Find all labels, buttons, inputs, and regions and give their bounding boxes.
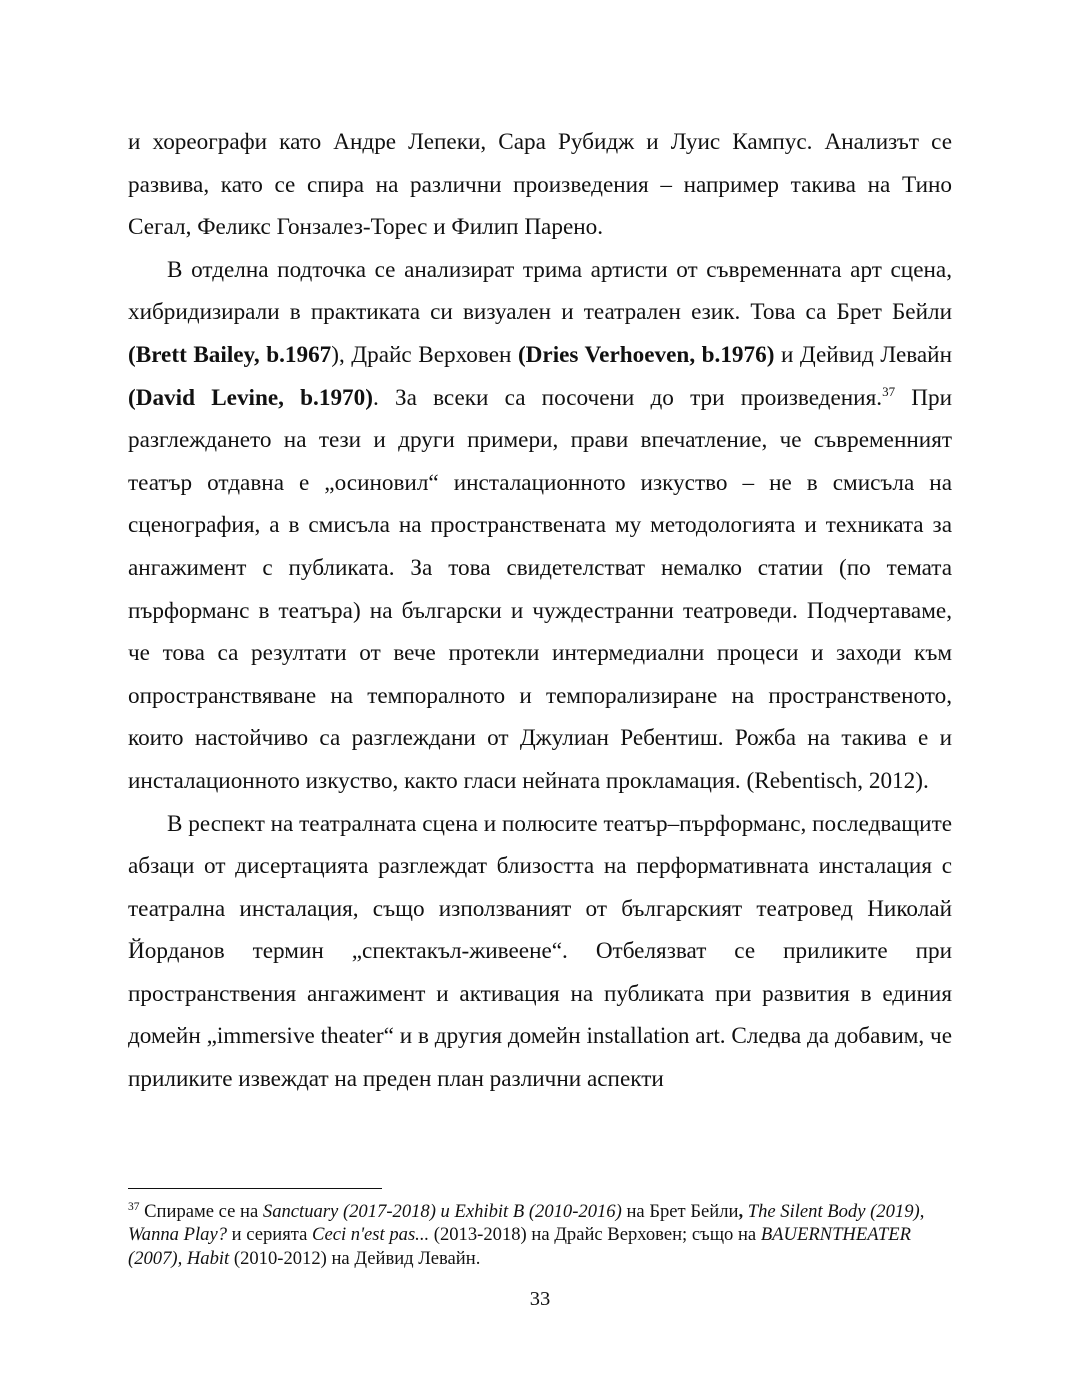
paragraph-theatre: В респект на театралната сцена и полюсите театър–пърформанс, последващите абзаци от дисертацията разглеждат близостта на перформативната инсталация с театрална инсталация, също използваният от българският театровед Николай Йорданов термин „спектакъл-живеене“. Отбелязват се приликите при пространствения ангажимент и активация на публиката при развития в единия домейн „immersive theater“ и в другия домейн installation art. Следва да добавим, че приликите извеждат на преден план различни аспекти (128, 810, 952, 1093)
footnote-number: 37 (128, 1201, 140, 1213)
footnote-work-title: The Silent Body (2019) (747, 1201, 920, 1222)
footnote-text: (2013-2018) на Драйс Верховен; също на (429, 1224, 761, 1246)
page-number: 33 (529, 1288, 551, 1310)
paragraph-text: При разглеждането на тези и други примери, прави впечатление, че съвременният театър отдавна е „осиновил“ инсталационното изкуство – не в смисъла на сценография, а в смисъла на пространствената му методологията и техниката за ангажимент с публиката. За това свидетелстват немалко статии (по темата пърформанс в театъра) на български и чуждестранни театроведи. Подчертаваме, че това са резултати от вече протекли интермедиални процеси и заходи към опространствяване на темпоралното и темпорализиране на пространственото, които настойчиво са разглеждани от Джулиан Ребентиш. Рожба на такива е и инсталационното изкуство, както гласи нейната прокламация. (Rebentisch, 2012). (128, 384, 953, 794)
footnote-text: Спираме се на (139, 1201, 263, 1222)
verhoeven-name-bold: (Dries Verhoeven, b.1976) (517, 341, 775, 368)
paragraph-continuation: и хореографи като Андре Лепеки, Сара Рубидж и Луис Кампус. Анализът се развива, като се спира на различни произведения – например такива на Тино Сегал, Феликс Гонзалез-Торес и Филип Парено. (128, 129, 952, 241)
bailey-name-bold: (Brett Bailey, b.1967 (128, 341, 332, 368)
footnote-text: , (919, 1201, 925, 1222)
footnote-text: на Брет Бейли (621, 1201, 739, 1222)
footnote-text: и серията (227, 1224, 313, 1246)
footnote-work-title: Sanctuary (2017-2018) и Exhibit B (2010-2016) (262, 1201, 622, 1222)
footnote-reference[interactable]: 37 (882, 383, 896, 399)
levine-name-bold: (David Levine, b.1970) (128, 384, 373, 411)
footnote-text: (2010-2012) на Дейвид Левайн. (229, 1247, 481, 1269)
paragraph-text: . За всеки са посочени до три произведения. (372, 384, 883, 411)
footnote-bold-comma: , (738, 1201, 748, 1222)
paragraph-text: ), Драйс Верховен (331, 341, 518, 368)
footnote-work-title: Wanna Play? (128, 1224, 227, 1246)
footnote-separator (128, 1188, 382, 1189)
footnote-work-title: BAUERNTHEATER (2007), Habit (128, 1224, 911, 1269)
paragraph-artists (128, 249, 952, 803)
main-text (128, 121, 952, 1101)
footnote (128, 1200, 952, 1270)
footnote-work-title: Ceci n'est pas... (312, 1224, 430, 1246)
paragraph-text: и Дейвид Левайн (774, 341, 952, 368)
paragraph-intro: В отделна подточка се анализират трима артисти от съвременната арт сцена, хибридизирали в практиката си визуален и театрален език. Това са Брет Бейли (128, 256, 952, 326)
